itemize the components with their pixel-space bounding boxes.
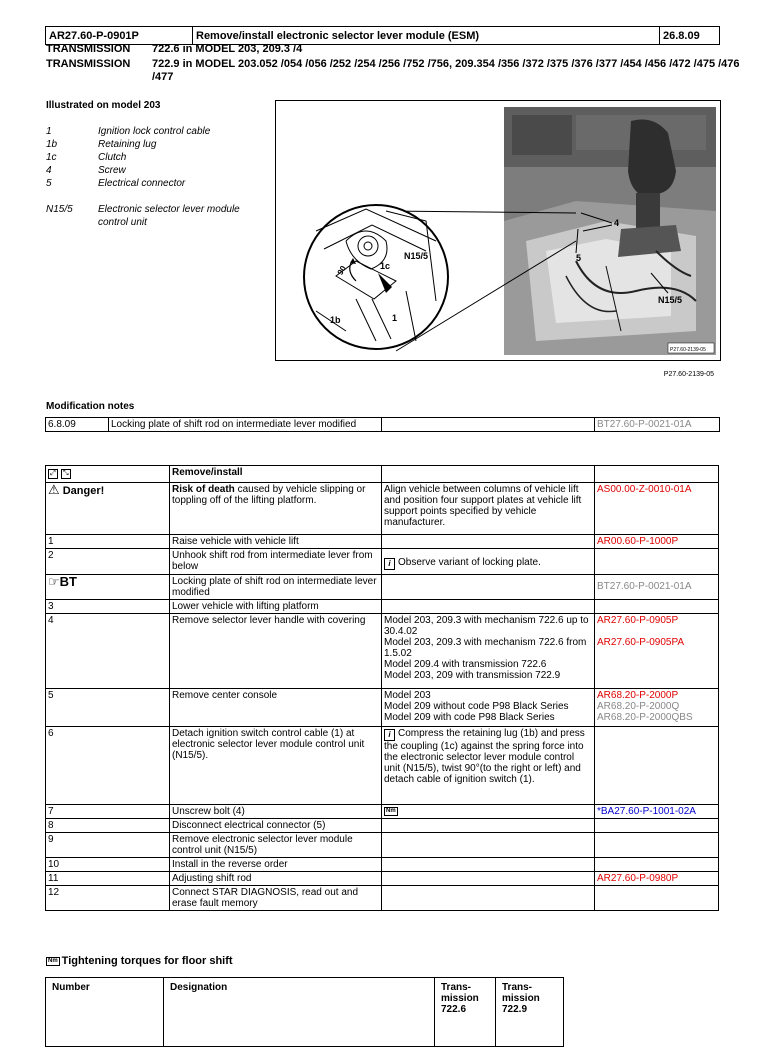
selector-lever-illustration (276, 101, 720, 360)
info-icon: i (384, 729, 395, 741)
expand-icon[interactable]: ⤢ (48, 469, 58, 479)
step-row: 8 Disconnect electrical connector (5) (46, 819, 719, 833)
step-row: 1 Raise vehicle with vehicle lift AR00.60-P-1000P (46, 535, 719, 549)
step-row: 5 Remove center console Model 203 Model 209 without code P98 Black Series Model 209 with code P98 Black Series AR68.20-P-2000P AR68.20-P-2000Q AR68.20-P-2000QBS (46, 689, 719, 727)
danger-ref-link[interactable]: AS00.00-Z-0010-01A (595, 483, 719, 535)
figure-ref: P27.60-2139-05 (663, 371, 714, 378)
step-ref-link[interactable]: AR27.60-P-0905P (597, 615, 679, 626)
doc-title: Remove/install electronic selector lever module (ESM) (193, 27, 660, 45)
step-row: 7 Unscrew bolt (4) Nm *BA27.60-P-1001-02A (46, 805, 719, 819)
step-row: 9 Remove electronic selector lever module control unit (N15/5) (46, 833, 719, 858)
illustration-box (275, 100, 721, 361)
callout-1: 1 (392, 313, 398, 323)
modification-table (45, 417, 720, 432)
pointing-hand-icon: ☞ (48, 574, 60, 589)
callout-4: 4 (614, 218, 620, 228)
step-ref-link[interactable]: AR68.20-P-2000QBS (597, 712, 693, 723)
collapse-icon[interactable]: ⤡ (61, 469, 71, 479)
modification-ref-link[interactable]: BT27.60-P-0021-01A (595, 418, 720, 432)
callout-n15-5-photo: N15/5 (658, 295, 683, 305)
modification-row: 6.8.09 Locking plate of shift rod on intermediate lever modified BT27.60-P-0021-01A (46, 418, 720, 432)
transmission-line-2: TRANSMISSION 722.9 in MODEL 203.052 /054 /056 /252 /254 /256 /752 /756, 209.354 /356 /372 /375 /376 /377 /454 /456 /472 /475 /476 /477 (46, 58, 740, 83)
step-row: 6 Detach ignition switch control cable (1) at electronic selector lever module control unit (N15/5). i Compress the retaining lug (1b) and press the coupling (1c) against the spring force into the electronic selector lever module control unit (N15/5), twist 90°(to the right or left) and detach cable of ignition switch (1). (46, 727, 719, 805)
step-ref-link[interactable]: AR27.60-P-0905PA (597, 637, 685, 648)
step-row: 4 Remove selector lever handle with covering Model 203, 209.3 with mechanism 722.6 up to 30.4.02 Model 203, 209.3 with mechanism 722.6 from 1.5.02 Model 209.4 with transmission 722.6 Model 203, 209 with transmission 722.9 AR27.60-P-0905P AR27.60-P-0905PA (46, 614, 719, 689)
transmission-line-1: TRANSMISSION 722.6 in MODEL 203, 209.3 /4 (46, 43, 303, 55)
callout-1c: 1c (380, 261, 391, 271)
illustration-inner-ref: P27.60-2139-05 (670, 347, 706, 353)
table-header-row: ⤢ ⤡ Remove/install (46, 466, 719, 483)
modification-heading: Modification notes (46, 401, 135, 412)
doc-id: AR27.60-P-0901P (46, 27, 193, 45)
step-ref-link[interactable]: AR00.60-P-1000P (595, 535, 719, 549)
torque-table (45, 977, 564, 1047)
step-row: 2 Unhook shift rod from intermediate lever from below i Observe variant of locking plate. (46, 549, 719, 575)
step-row: 12 Connect STAR DIAGNOSIS, read out and erase fault memory (46, 886, 719, 911)
danger-row: ⚠ Danger! Risk of death caused by vehicle slipping or toppling off of the lifting platform. Align vehicle between columns of vehicle lift and position four support plates at vehicle lift support points specified by vehicle manufacturer. AS00.00-Z-0010-01A (46, 483, 719, 535)
warning-icon: ⚠ (48, 482, 60, 497)
info-icon: i (384, 558, 395, 570)
bt-ref-link[interactable]: BT27.60-P-0021-01A (595, 575, 719, 600)
step-row-bt: ☞BT Locking plate of shift rod on intermediate lever modified BT27.60-P-0021-01A (46, 575, 719, 600)
torque-icon: Nm (48, 957, 58, 964)
torque-header-row: Number Designation Trans- mission 722.6 Trans- mission 722.9 (46, 978, 564, 1047)
step-ref-link[interactable]: AR27.60-P-0980P (595, 872, 719, 886)
illustrated-heading: Illustrated on model 203 (46, 100, 161, 111)
step-row: 10 Install in the reverse order (46, 858, 719, 872)
procedure-table (45, 465, 719, 911)
step-ref-link[interactable]: AR68.20-P-2000P (597, 690, 679, 701)
step-ref-link[interactable]: AR68.20-P-2000Q (597, 701, 680, 712)
callout-1b: 1b (330, 315, 341, 325)
callout-n15-5-detail: N15/5 (404, 251, 429, 261)
step-ref-link[interactable]: *BA27.60-P-1001-02A (595, 805, 719, 819)
step-row: 3 Lower vehicle with lifting platform (46, 600, 719, 614)
callout-5: 5 (576, 253, 582, 263)
step-row: 11 Adjusting shift rod AR27.60-P-0980P (46, 872, 719, 886)
torque-heading: Nm Tightening torques for floor shift (48, 955, 233, 967)
doc-date: 26.8.09 (660, 27, 720, 45)
header-icons (46, 466, 170, 483)
torque-icon: Nm (386, 807, 396, 814)
callout-90: 90 (335, 264, 348, 277)
